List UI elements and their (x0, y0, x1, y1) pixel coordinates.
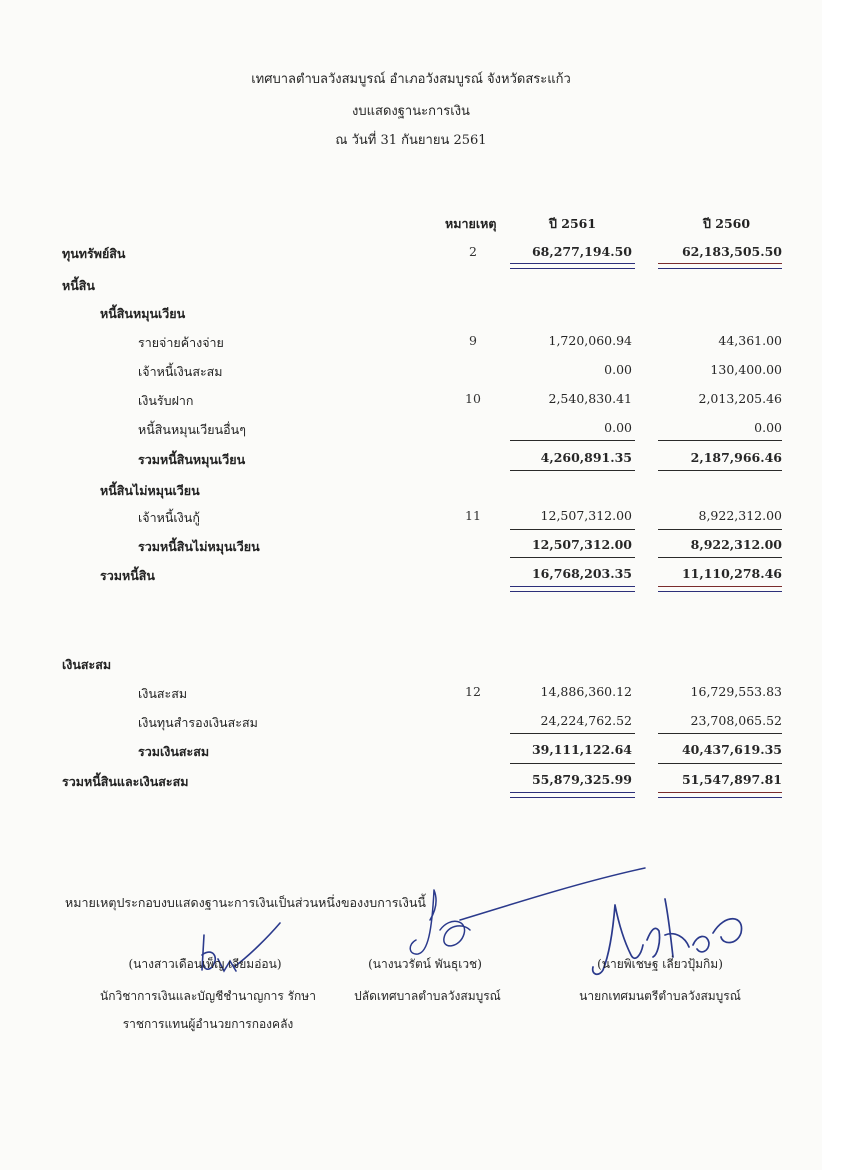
double-underline (658, 263, 782, 269)
row-value-2560: 23,708,065.52 (690, 713, 782, 728)
signatory-1-title: นักวิชาการเงินและบัญชีชำนาญการ รักษา (100, 989, 316, 1003)
section-heading-current-liabilities: หนี้สินหมุนเวียน (100, 306, 186, 321)
subtotal-value-2560: 40,437,619.35 (681, 742, 782, 757)
section-heading-noncurrent-liabilities: หนี้สินไม่หมุนเวียน (100, 483, 200, 498)
row-value-2560: 130,400.00 (710, 362, 782, 377)
total-label: รวมหนี้สิน (100, 568, 155, 583)
subtotal-value-2561: 39,111,122.64 (531, 742, 632, 757)
row-value-2561: 0.00 (604, 420, 632, 435)
underline (658, 470, 782, 471)
row-label: เงินทุนสำรองเงินสะสม (138, 715, 258, 730)
section-heading-liabilities: หนี้สิน (62, 278, 95, 293)
grand-total-value-2560: 51,547,897.81 (681, 772, 782, 787)
total-value-2561: 16,768,203.35 (531, 566, 632, 581)
subtotal-label: รวมเงินสะสม (138, 744, 210, 759)
underline (658, 733, 782, 734)
underline (510, 529, 635, 530)
signatory-1-title-line2: ราชการแทนผู้อำนวยการกองคลัง (122, 1017, 294, 1031)
statement-title: งบแสดงฐานะการเงิน (352, 104, 470, 119)
row-value-2561: 24,224,762.52 (540, 713, 632, 728)
double-underline (510, 586, 635, 592)
signatory-1-name: (นางสาวเดือนเพ็ญ เจียมอ่อน) (128, 957, 282, 971)
row-value-2561: 14,886,360.12 (540, 684, 632, 699)
signatory-2-name: (นางนวรัตน์ พันธุเวช) (368, 957, 482, 971)
grand-total-value-2561: 55,879,325.99 (531, 772, 632, 787)
column-header-2560: ปี 2560 (703, 216, 751, 231)
row-value-2560: 8,922,312.00 (698, 508, 782, 523)
row-label: เจ้าหนี้เงินสะสม (138, 364, 223, 379)
row-value-2561: 68,277,194.50 (531, 244, 632, 259)
row-value-2561: 2,540,830.41 (548, 391, 632, 406)
signatory-3-name: (นายพิเชษฐ เลี่ยวปุ้มกิม) (597, 957, 723, 971)
row-value-2561: 12,507,312.00 (540, 508, 632, 523)
underline (510, 733, 635, 734)
footnote: หมายเหตุประกอบงบแสดงฐานะการเงินเป็นส่วนหนึ่งของงบการเงินนี้ (65, 895, 426, 910)
row-note: 9 (469, 333, 477, 348)
underline (658, 557, 782, 558)
underline (510, 557, 635, 558)
double-underline (510, 792, 635, 798)
row-value-2560: 16,729,553.83 (690, 684, 782, 699)
underline (510, 440, 635, 441)
column-header-2561: ปี 2561 (549, 216, 597, 231)
row-label: หนี้สินหมุนเวียนอื่นๆ (138, 422, 246, 437)
row-label: รายจ่ายค้างจ่าย (138, 335, 224, 350)
scan-margin (822, 0, 850, 1170)
org-title: เทศบาลตำบลวังสมบูรณ์ อำเภอวังสมบูรณ์ จังหวัดสระแก้ว (251, 72, 571, 87)
signatory-3-title: นายกเทศมนตรีตำบลวังสมบูรณ์ (579, 989, 741, 1003)
underline (658, 529, 782, 530)
row-value-2561: 1,720,060.94 (548, 333, 632, 348)
row-note: 2 (469, 244, 477, 259)
signatory-2-title: ปลัดเทศบาลตำบลวังสมบูรณ์ (354, 989, 501, 1003)
subtotal-value-2561: 12,507,312.00 (531, 537, 632, 552)
row-note: 10 (465, 391, 481, 406)
row-value-2560: 44,361.00 (718, 333, 782, 348)
subtotal-label: รวมหนี้สินหมุนเวียน (138, 452, 246, 467)
row-label: เจ้าหนี้เงินกู้ (138, 510, 200, 525)
underline (658, 440, 782, 441)
double-underline (658, 586, 782, 592)
row-value-2560: 62,183,505.50 (681, 244, 782, 259)
subtotal-value-2560: 8,922,312.00 (690, 537, 782, 552)
row-label: เงินรับฝาก (138, 393, 194, 408)
subtotal-value-2561: 4,260,891.35 (540, 450, 632, 465)
underline (510, 470, 635, 471)
row-value-2560: 2,013,205.46 (698, 391, 782, 406)
double-underline (658, 792, 782, 798)
subtotal-label: รวมหนี้สินไม่หมุนเวียน (138, 539, 260, 554)
double-underline (510, 263, 635, 269)
row-note: 11 (465, 508, 481, 523)
row-note: 12 (465, 684, 481, 699)
section-heading-accumulated-funds: เงินสะสม (62, 657, 112, 672)
total-value-2560: 11,110,278.46 (681, 566, 782, 581)
row-label: ทุนทรัพย์สิน (62, 246, 126, 261)
row-value-2560: 0.00 (754, 420, 782, 435)
column-header-note: หมายเหตุ (445, 216, 497, 231)
statement-date: ณ วันที่ 31 กันยายน 2561 (335, 133, 487, 148)
row-value-2561: 0.00 (604, 362, 632, 377)
subtotal-value-2560: 2,187,966.46 (690, 450, 782, 465)
underline (510, 763, 635, 764)
grand-total-label: รวมหนี้สินและเงินสะสม (62, 774, 189, 789)
underline (658, 763, 782, 764)
row-label: เงินสะสม (138, 686, 188, 701)
